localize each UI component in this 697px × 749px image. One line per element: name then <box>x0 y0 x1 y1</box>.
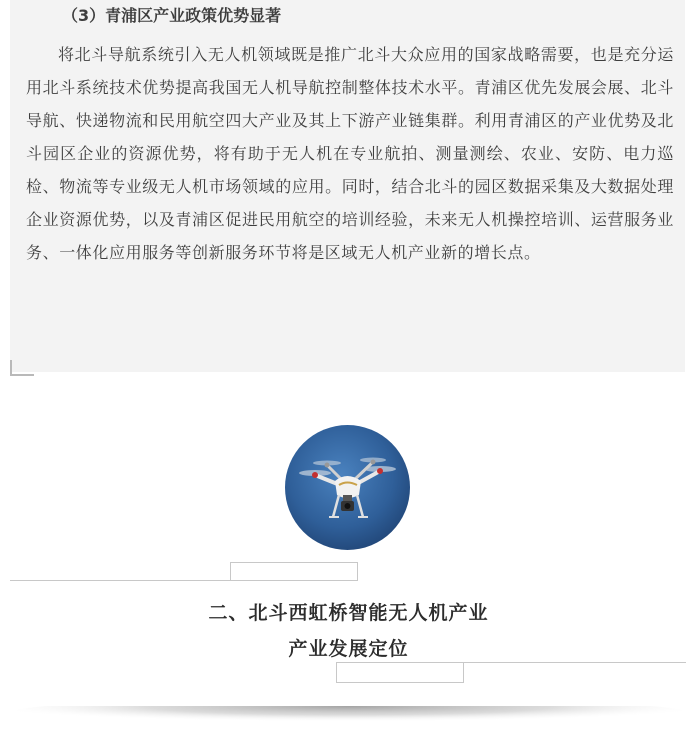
shadow-divider <box>14 700 684 730</box>
policy-subheading: （3）青浦区产业政策优势显著 <box>62 6 282 25</box>
panel-corner-decoration <box>10 360 34 376</box>
drone-image <box>285 425 410 550</box>
policy-paragraph: 将北斗导航系统引入无人机领域既是推广北斗大众应用的国家战略需要，也是充分运用北斗系统技术优势提高我国无人机导航控制整体技术水平。青浦区优先发展会展、北斗导航、快递物流和民用航空四大产业及其上下游产业链集群。利用青浦区的产业优势及北斗园区企业的资源优势，将有助于无人机在专业航拍、测量测绘、农业、安防、电力巡检、物流等专业级无人机市场领域的应用。同时，结合北斗的园区数据采集及大数据处理企业资源优势，以及青浦区促进民用航空的培训经验，未来无人机操控培训、运营服务业务、一体化应用服务等创新服务环节将是区域无人机产业新的增长点。 <box>26 45 674 262</box>
frame-top-tab <box>230 562 358 581</box>
section-title-line2: 产业发展定位 <box>288 638 409 660</box>
section-title-line1: 二、北斗西虹桥智能无人机产业 <box>208 602 489 624</box>
drone-icon <box>285 425 410 550</box>
frame-bottom-tab <box>336 662 464 683</box>
